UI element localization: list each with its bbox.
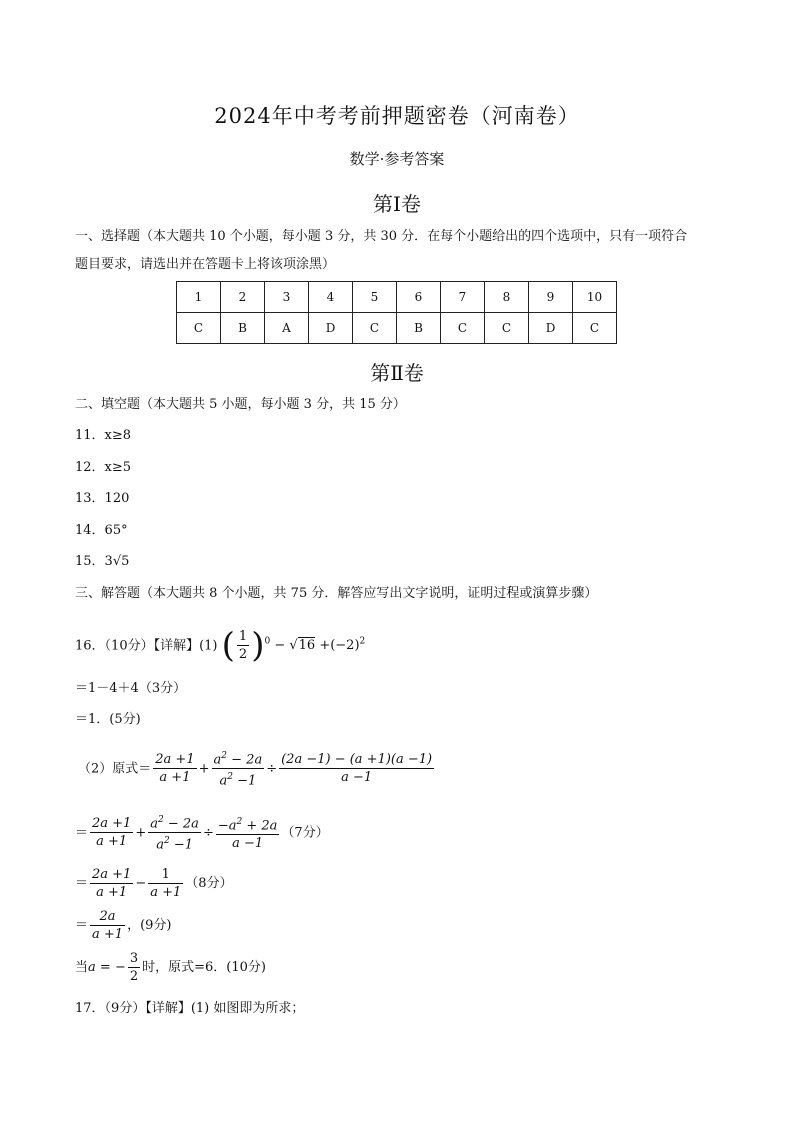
- table-cell: A: [265, 313, 309, 344]
- fill-answer-14: 14．65°: [75, 523, 128, 538]
- q16-final-line: 当a = − $\frac{3}{2}$ 时，原式=6．(10分): [75, 951, 266, 984]
- q16-part1-line: [75, 622, 365, 666]
- table-cell: B: [397, 313, 441, 344]
- q16-part2-step9: ＝ $\frac{2a}{a +1}$ ，(9分): [75, 909, 172, 942]
- q16-intro: 16．（10分）【详解】(1): [75, 638, 218, 654]
- table-cell: 9: [529, 282, 573, 313]
- section2-heading: 二、填空题（本大题共 5 小题，每小题 3 分，共 15 分）: [75, 397, 406, 412]
- fill-answer-12: 12．x≥5: [75, 460, 132, 475]
- q16-final: 时，原式=6．(10分): [142, 960, 266, 975]
- table-cell: 10: [573, 282, 617, 313]
- volume-2-heading: 第Ⅱ卷: [370, 361, 424, 385]
- table-cell: C: [441, 313, 485, 344]
- table-cell: C: [485, 313, 529, 344]
- fill-answer-11: 11．x≥8: [75, 428, 132, 443]
- q16-step2: ＝1．(5分): [75, 712, 141, 727]
- table-cell: C: [177, 313, 221, 344]
- fill-answer-15: 15．3√5: [75, 554, 130, 569]
- page-title: 2024年中考考前押题密卷（河南卷）: [214, 104, 580, 128]
- section1-heading-line2: 题目要求，请选出并在答题卡上将该项涂黑）: [75, 257, 336, 272]
- q16-part2-label: （2）原式＝: [78, 761, 152, 777]
- answer-table: [176, 281, 617, 344]
- table-cell: 5: [353, 282, 397, 313]
- q16-part2-line: （2）原式＝ $\frac{2a +1}{a +1}$ + $\frac{a^2 - 2a}{a^2 -1}$ ÷ $\frac{(2a -1) - (a +1)(a -1)}{a -1}$: [78, 748, 436, 790]
- table-cell: C: [353, 313, 397, 344]
- table-cell: D: [529, 313, 573, 344]
- table-cell: 6: [397, 282, 441, 313]
- section1-heading-line1: 一、选择题（本大题共 10 个小题，每小题 3 分，共 30 分．在每个小题给出的四个选项中，只有一项符合: [75, 229, 688, 244]
- table-cell: 8: [485, 282, 529, 313]
- answer-table-answer-row: [177, 313, 617, 344]
- q16-note-8: （8分）: [185, 876, 233, 891]
- q16-expression: ( $\frac{1}{2}$ )$^0 - √16 +(-2)^2$: [221, 625, 366, 666]
- page-subtitle: 数学·参考答案: [349, 150, 445, 168]
- table-cell: B: [221, 313, 265, 344]
- answer-table-number-row: [177, 282, 617, 313]
- volume-1-heading: 第Ⅰ卷: [373, 192, 421, 216]
- q16-part2-step8: ＝ $\frac{2a +1}{a +1}$ − $\frac{1}{a +1}$ （8分）: [75, 867, 233, 900]
- table-cell: 1: [177, 282, 221, 313]
- table-cell: 7: [441, 282, 485, 313]
- q16-part2-step7: ＝ $\frac{2a +1}{a +1}$ + $\frac{a^2 - 2a}{a^2 -1}$ ÷ $\frac{-a^2 + 2a}{a -1}$ （7分）: [75, 812, 329, 854]
- fill-answer-13: 13．120: [75, 491, 130, 506]
- q16-note-7: （7分）: [281, 825, 329, 841]
- table-cell: 3: [265, 282, 309, 313]
- q16-step1: ＝1－4＋4（3分）: [75, 681, 187, 696]
- table-cell: 2: [221, 282, 265, 313]
- table-cell: D: [309, 313, 353, 344]
- table-cell: C: [573, 313, 617, 344]
- table-cell: 4: [309, 282, 353, 313]
- section3-heading: 三、解答题（本大题共 8 个小题，共 75 分．解答应写出文字说明，证明过程或演算步骤）: [75, 586, 598, 601]
- q16-note-9: ，(9分): [127, 918, 172, 933]
- q17-line: 17．（9分）【详解】(1) 如图即为所求；: [75, 1001, 305, 1016]
